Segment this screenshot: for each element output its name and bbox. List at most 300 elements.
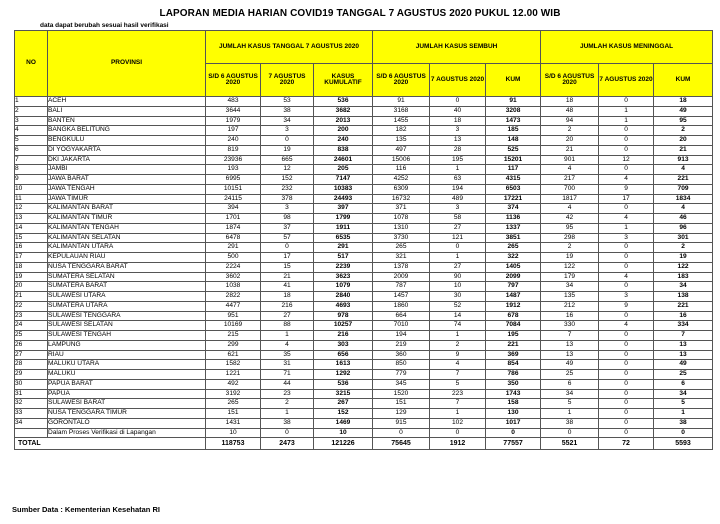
mati-sd-cell: 1817 bbox=[541, 194, 599, 204]
kasus-kum-cell: 152 bbox=[314, 409, 373, 419]
row-no-cell: 1 bbox=[15, 97, 48, 107]
table-row bbox=[15, 399, 713, 409]
mati-day-cell: 9 bbox=[599, 184, 654, 194]
row-no-cell: 5 bbox=[15, 136, 48, 146]
mati-day-cell: 17 bbox=[599, 194, 654, 204]
sembuh-kum-cell: 786 bbox=[486, 370, 541, 380]
province-name-cell: SULAWESI UTARA bbox=[48, 292, 206, 302]
mati-sd-cell: 4 bbox=[541, 204, 599, 214]
table-row bbox=[15, 360, 713, 370]
mati-sd-cell: 13 bbox=[541, 340, 599, 350]
province-name-cell: DI YOGYAKARTA bbox=[48, 145, 206, 155]
sembuh-day-cell: 0 bbox=[430, 428, 486, 438]
row-no-cell: 21 bbox=[15, 292, 48, 302]
kasus-day-cell: 12 bbox=[261, 165, 314, 175]
header-provinsi: PROVINSI bbox=[48, 31, 206, 97]
mati-sd-cell: 16 bbox=[541, 311, 599, 321]
kasus-sd-cell: 24115 bbox=[206, 194, 261, 204]
mati-sd-cell: 38 bbox=[541, 418, 599, 428]
sembuh-kum-cell: 91 bbox=[486, 97, 541, 107]
mati-kum-cell: 2 bbox=[654, 243, 713, 253]
sembuh-day-cell: 1 bbox=[430, 409, 486, 419]
sembuh-kum-cell: 2099 bbox=[486, 272, 541, 282]
table-row bbox=[15, 145, 713, 155]
mati-kum-cell: 6 bbox=[654, 379, 713, 389]
table-row bbox=[15, 409, 713, 419]
sembuh-sd-cell: 116 bbox=[373, 165, 430, 175]
total-cell: 121226 bbox=[314, 438, 373, 450]
kasus-sd-cell: 394 bbox=[206, 204, 261, 214]
kasus-day-cell: 1 bbox=[261, 409, 314, 419]
kasus-kum-cell: 10383 bbox=[314, 184, 373, 194]
kasus-day-cell: 37 bbox=[261, 223, 314, 233]
kasus-kum-cell: 517 bbox=[314, 253, 373, 263]
mati-kum-cell: 49 bbox=[654, 360, 713, 370]
row-no-cell: 31 bbox=[15, 389, 48, 399]
row-no-cell bbox=[15, 428, 48, 438]
kasus-day-cell: 0 bbox=[261, 428, 314, 438]
kasus-kum-cell: 838 bbox=[314, 145, 373, 155]
mati-sd-cell: 298 bbox=[541, 233, 599, 243]
kasus-kum-cell: 24493 bbox=[314, 194, 373, 204]
sembuh-day-cell: 28 bbox=[430, 145, 486, 155]
row-no-cell: 23 bbox=[15, 311, 48, 321]
sembuh-kum-cell: 350 bbox=[486, 379, 541, 389]
mati-kum-cell: 13 bbox=[654, 350, 713, 360]
kasus-kum-cell: 2840 bbox=[314, 292, 373, 302]
mati-kum-cell: 34 bbox=[654, 389, 713, 399]
table-row bbox=[15, 175, 713, 185]
sembuh-day-cell: 27 bbox=[430, 223, 486, 233]
mati-day-cell: 0 bbox=[599, 399, 654, 409]
kasus-kum-cell: 6535 bbox=[314, 233, 373, 243]
mati-kum-cell: 18 bbox=[654, 97, 713, 107]
mati-day-cell: 9 bbox=[599, 301, 654, 311]
sembuh-sd-cell: 194 bbox=[373, 331, 430, 341]
row-no-cell: 12 bbox=[15, 204, 48, 214]
kasus-sd-cell: 1979 bbox=[206, 116, 261, 126]
sembuh-day-cell: 30 bbox=[430, 292, 486, 302]
mati-sd-cell: 330 bbox=[541, 321, 599, 331]
row-no-cell: 6 bbox=[15, 145, 48, 155]
table-row bbox=[15, 243, 713, 253]
kasus-day-cell: 0 bbox=[261, 136, 314, 146]
verification-note: data dapat berubah sesuai hasil verifikasi bbox=[40, 22, 169, 29]
mati-sd-cell: 95 bbox=[541, 223, 599, 233]
kasus-sd-cell: 1221 bbox=[206, 370, 261, 380]
header-group-kasus: JUMLAH KASUS TANGGAL 7 AGUSTUS 2020 bbox=[206, 31, 373, 64]
mati-sd-cell: 901 bbox=[541, 155, 599, 165]
row-no-cell: 15 bbox=[15, 233, 48, 243]
kasus-sd-cell: 951 bbox=[206, 311, 261, 321]
sembuh-sd-cell: 1860 bbox=[373, 301, 430, 311]
kasus-day-cell: 31 bbox=[261, 360, 314, 370]
mati-day-cell: 4 bbox=[599, 272, 654, 282]
mati-day-cell: 0 bbox=[599, 126, 654, 136]
row-no-cell: 16 bbox=[15, 243, 48, 253]
sembuh-sd-cell: 915 bbox=[373, 418, 430, 428]
province-name-cell: JAWA TENGAH bbox=[48, 184, 206, 194]
mati-sd-cell: 20 bbox=[541, 136, 599, 146]
kasus-sd-cell: 299 bbox=[206, 340, 261, 350]
row-no-cell: 18 bbox=[15, 262, 48, 272]
mati-day-cell: 0 bbox=[599, 204, 654, 214]
kasus-day-cell: 378 bbox=[261, 194, 314, 204]
row-no-cell: 22 bbox=[15, 301, 48, 311]
mati-sd-cell: 4 bbox=[541, 165, 599, 175]
sembuh-sd-cell: 1455 bbox=[373, 116, 430, 126]
sembuh-kum-cell: 185 bbox=[486, 126, 541, 136]
mati-kum-cell: 122 bbox=[654, 262, 713, 272]
mati-day-cell: 0 bbox=[599, 253, 654, 263]
kasus-kum-cell: 291 bbox=[314, 243, 373, 253]
sembuh-day-cell: 14 bbox=[430, 311, 486, 321]
kasus-day-cell: 3 bbox=[261, 126, 314, 136]
mati-kum-cell: 4 bbox=[654, 165, 713, 175]
sembuh-day-cell: 9 bbox=[430, 350, 486, 360]
province-name-cell: KALIMANTAN SELATAN bbox=[48, 233, 206, 243]
row-no-cell: 32 bbox=[15, 399, 48, 409]
kasus-day-cell: 98 bbox=[261, 214, 314, 224]
kasus-kum-cell: 1469 bbox=[314, 418, 373, 428]
sembuh-sd-cell: 3730 bbox=[373, 233, 430, 243]
mati-day-cell: 0 bbox=[599, 243, 654, 253]
sembuh-sd-cell: 91 bbox=[373, 97, 430, 107]
kasus-sd-cell: 3644 bbox=[206, 106, 261, 116]
table-row bbox=[15, 165, 713, 175]
sembuh-sd-cell: 151 bbox=[373, 399, 430, 409]
kasus-sd-cell: 483 bbox=[206, 97, 261, 107]
kasus-sd-cell: 193 bbox=[206, 165, 261, 175]
province-name-cell: BENGKULU bbox=[48, 136, 206, 146]
kasus-day-cell: 152 bbox=[261, 175, 314, 185]
table-row bbox=[15, 331, 713, 341]
sembuh-day-cell: 18 bbox=[430, 116, 486, 126]
total-cell: 118753 bbox=[206, 438, 261, 450]
sembuh-sd-cell: 1457 bbox=[373, 292, 430, 302]
province-name-cell: KEPULAUAN RIAU bbox=[48, 253, 206, 263]
mati-day-cell: 0 bbox=[599, 340, 654, 350]
row-no-cell: 4 bbox=[15, 126, 48, 136]
kasus-sd-cell: 492 bbox=[206, 379, 261, 389]
mati-kum-cell: 2 bbox=[654, 126, 713, 136]
mati-day-cell: 0 bbox=[599, 428, 654, 438]
sembuh-day-cell: 121 bbox=[430, 233, 486, 243]
province-name-cell: KALIMANTAN UTARA bbox=[48, 243, 206, 253]
table-row bbox=[15, 106, 713, 116]
province-name-cell: KALIMANTAN TIMUR bbox=[48, 214, 206, 224]
mati-day-cell: 0 bbox=[599, 389, 654, 399]
sembuh-sd-cell: 664 bbox=[373, 311, 430, 321]
sembuh-day-cell: 1 bbox=[430, 331, 486, 341]
mati-sd-cell: 34 bbox=[541, 389, 599, 399]
sembuh-sd-cell: 321 bbox=[373, 253, 430, 263]
kasus-kum-cell: 205 bbox=[314, 165, 373, 175]
province-name-cell: BANGKA BELITUNG bbox=[48, 126, 206, 136]
table-header bbox=[15, 31, 713, 97]
row-no-cell: 29 bbox=[15, 370, 48, 380]
sembuh-kum-cell: 195 bbox=[486, 331, 541, 341]
mati-sd-cell: 19 bbox=[541, 253, 599, 263]
mati-kum-cell: 709 bbox=[654, 184, 713, 194]
mati-day-cell: 0 bbox=[599, 350, 654, 360]
row-no-cell: 14 bbox=[15, 223, 48, 233]
sembuh-day-cell: 63 bbox=[430, 175, 486, 185]
kasus-kum-cell: 10 bbox=[314, 428, 373, 438]
mati-kum-cell: 16 bbox=[654, 311, 713, 321]
mati-kum-cell: 7 bbox=[654, 331, 713, 341]
sembuh-kum-cell: 1405 bbox=[486, 262, 541, 272]
row-no-cell: 28 bbox=[15, 360, 48, 370]
sembuh-sd-cell: 7010 bbox=[373, 321, 430, 331]
sembuh-day-cell: 74 bbox=[430, 321, 486, 331]
kasus-day-cell: 27 bbox=[261, 311, 314, 321]
row-no-cell: 20 bbox=[15, 282, 48, 292]
sembuh-sd-cell: 219 bbox=[373, 340, 430, 350]
sembuh-sd-cell: 1310 bbox=[373, 223, 430, 233]
kasus-kum-cell: 1799 bbox=[314, 214, 373, 224]
mati-kum-cell: 221 bbox=[654, 301, 713, 311]
mati-kum-cell: 25 bbox=[654, 370, 713, 380]
kasus-day-cell: 4 bbox=[261, 340, 314, 350]
table-row bbox=[15, 136, 713, 146]
sembuh-day-cell: 7 bbox=[430, 399, 486, 409]
sembuh-kum-cell: 221 bbox=[486, 340, 541, 350]
total-cell: 2473 bbox=[261, 438, 314, 450]
kasus-day-cell: 53 bbox=[261, 97, 314, 107]
row-no-cell: 24 bbox=[15, 321, 48, 331]
sembuh-kum-cell: 130 bbox=[486, 409, 541, 419]
kasus-sd-cell: 500 bbox=[206, 253, 261, 263]
kasus-kum-cell: 4693 bbox=[314, 301, 373, 311]
header-sembuh-sd: S/D 6 AGUSTUS 2020 bbox=[373, 64, 430, 97]
row-no-cell: 3 bbox=[15, 116, 48, 126]
mati-sd-cell: 0 bbox=[541, 428, 599, 438]
province-name-cell: SULAWESI SELATAN bbox=[48, 321, 206, 331]
covid-data-table bbox=[14, 30, 713, 450]
total-cell: 5593 bbox=[654, 438, 713, 450]
sembuh-kum-cell: 17221 bbox=[486, 194, 541, 204]
table-row bbox=[15, 370, 713, 380]
sembuh-sd-cell: 265 bbox=[373, 243, 430, 253]
kasus-sd-cell: 6478 bbox=[206, 233, 261, 243]
sembuh-kum-cell: 1912 bbox=[486, 301, 541, 311]
kasus-day-cell: 21 bbox=[261, 272, 314, 282]
sembuh-sd-cell: 6309 bbox=[373, 184, 430, 194]
mati-sd-cell: 135 bbox=[541, 292, 599, 302]
sembuh-kum-cell: 374 bbox=[486, 204, 541, 214]
kasus-kum-cell: 303 bbox=[314, 340, 373, 350]
mati-sd-cell: 25 bbox=[541, 370, 599, 380]
row-no-cell: 26 bbox=[15, 340, 48, 350]
sembuh-day-cell: 40 bbox=[430, 106, 486, 116]
kasus-sd-cell: 1701 bbox=[206, 214, 261, 224]
row-no-cell: 30 bbox=[15, 379, 48, 389]
sembuh-kum-cell: 7084 bbox=[486, 321, 541, 331]
table-row bbox=[15, 282, 713, 292]
mati-sd-cell: 42 bbox=[541, 214, 599, 224]
mati-day-cell: 0 bbox=[599, 370, 654, 380]
total-cell: 75645 bbox=[373, 438, 430, 450]
table-row bbox=[15, 350, 713, 360]
mati-day-cell: 12 bbox=[599, 155, 654, 165]
mati-kum-cell: 19 bbox=[654, 253, 713, 263]
province-name-cell: PAPUA bbox=[48, 389, 206, 399]
source-note: Sumber Data : Kementerian Kesehatan RI bbox=[12, 505, 160, 514]
province-name-cell: GORONTALO bbox=[48, 418, 206, 428]
table-row bbox=[15, 233, 713, 243]
sembuh-kum-cell: 158 bbox=[486, 399, 541, 409]
header-group-sembuh: JUMLAH KASUS SEMBUH bbox=[373, 31, 541, 64]
table-row bbox=[15, 321, 713, 331]
sembuh-kum-cell: 15201 bbox=[486, 155, 541, 165]
mati-sd-cell: 5 bbox=[541, 399, 599, 409]
mati-kum-cell: 38 bbox=[654, 418, 713, 428]
kasus-kum-cell: 3623 bbox=[314, 272, 373, 282]
sembuh-sd-cell: 850 bbox=[373, 360, 430, 370]
province-name-cell: JAWA BARAT bbox=[48, 175, 206, 185]
mati-day-cell: 0 bbox=[599, 97, 654, 107]
table-row bbox=[15, 428, 713, 438]
sembuh-sd-cell: 2009 bbox=[373, 272, 430, 282]
province-name-cell: ACEH bbox=[48, 97, 206, 107]
mati-day-cell: 0 bbox=[599, 360, 654, 370]
kasus-sd-cell: 1874 bbox=[206, 223, 261, 233]
mati-sd-cell: 212 bbox=[541, 301, 599, 311]
sembuh-day-cell: 5 bbox=[430, 379, 486, 389]
kasus-kum-cell: 1079 bbox=[314, 282, 373, 292]
mati-kum-cell: 46 bbox=[654, 214, 713, 224]
kasus-day-cell: 35 bbox=[261, 350, 314, 360]
row-no-cell: 2 bbox=[15, 106, 48, 116]
sembuh-kum-cell: 117 bbox=[486, 165, 541, 175]
sembuh-kum-cell: 854 bbox=[486, 360, 541, 370]
table-row bbox=[15, 223, 713, 233]
kasus-day-cell: 23 bbox=[261, 389, 314, 399]
sembuh-day-cell: 10 bbox=[430, 282, 486, 292]
mati-sd-cell: 122 bbox=[541, 262, 599, 272]
table-row bbox=[15, 292, 713, 302]
sembuh-sd-cell: 779 bbox=[373, 370, 430, 380]
kasus-kum-cell: 1911 bbox=[314, 223, 373, 233]
province-name-cell: JAMBI bbox=[48, 165, 206, 175]
kasus-kum-cell: 3682 bbox=[314, 106, 373, 116]
sembuh-kum-cell: 265 bbox=[486, 243, 541, 253]
mati-sd-cell: 6 bbox=[541, 379, 599, 389]
sembuh-kum-cell: 797 bbox=[486, 282, 541, 292]
total-label: TOTAL bbox=[15, 438, 206, 450]
mati-kum-cell: 4 bbox=[654, 204, 713, 214]
kasus-sd-cell: 10151 bbox=[206, 184, 261, 194]
kasus-day-cell: 15 bbox=[261, 262, 314, 272]
sembuh-kum-cell: 1017 bbox=[486, 418, 541, 428]
sembuh-day-cell: 4 bbox=[430, 360, 486, 370]
kasus-sd-cell: 6995 bbox=[206, 175, 261, 185]
kasus-day-cell: 665 bbox=[261, 155, 314, 165]
table-body bbox=[15, 97, 713, 438]
sembuh-sd-cell: 3168 bbox=[373, 106, 430, 116]
row-no-cell: 19 bbox=[15, 272, 48, 282]
sembuh-day-cell: 7 bbox=[430, 370, 486, 380]
mati-day-cell: 0 bbox=[599, 262, 654, 272]
header-kasus-sd: S/D 6 AGUSTUS 2020 bbox=[206, 64, 261, 97]
header-no: NO bbox=[15, 31, 48, 97]
sembuh-kum-cell: 678 bbox=[486, 311, 541, 321]
kasus-day-cell: 71 bbox=[261, 370, 314, 380]
mati-day-cell: 0 bbox=[599, 409, 654, 419]
mati-kum-cell: 20 bbox=[654, 136, 713, 146]
row-no-cell: 9 bbox=[15, 175, 48, 185]
sembuh-kum-cell: 3851 bbox=[486, 233, 541, 243]
table-row bbox=[15, 340, 713, 350]
sembuh-sd-cell: 1378 bbox=[373, 262, 430, 272]
kasus-kum-cell: 24601 bbox=[314, 155, 373, 165]
mati-kum-cell: 5 bbox=[654, 399, 713, 409]
kasus-day-cell: 216 bbox=[261, 301, 314, 311]
kasus-sd-cell: 291 bbox=[206, 243, 261, 253]
mati-kum-cell: 1 bbox=[654, 409, 713, 419]
sembuh-kum-cell: 369 bbox=[486, 350, 541, 360]
kasus-sd-cell: 3602 bbox=[206, 272, 261, 282]
table-row bbox=[15, 272, 713, 282]
mati-day-cell: 3 bbox=[599, 233, 654, 243]
mati-kum-cell: 21 bbox=[654, 145, 713, 155]
kasus-day-cell: 1 bbox=[261, 331, 314, 341]
sembuh-day-cell: 0 bbox=[430, 243, 486, 253]
province-name-cell: JAWA TIMUR bbox=[48, 194, 206, 204]
sembuh-day-cell: 195 bbox=[430, 155, 486, 165]
sembuh-day-cell: 58 bbox=[430, 214, 486, 224]
mati-day-cell: 1 bbox=[599, 106, 654, 116]
row-no-cell: 10 bbox=[15, 184, 48, 194]
sembuh-day-cell: 3 bbox=[430, 126, 486, 136]
table-row bbox=[15, 418, 713, 428]
mati-day-cell: 1 bbox=[599, 116, 654, 126]
kasus-kum-cell: 536 bbox=[314, 97, 373, 107]
kasus-sd-cell: 151 bbox=[206, 409, 261, 419]
mati-day-cell: 0 bbox=[599, 379, 654, 389]
province-name-cell: Dalam Proses Verifikasi di Lapangan bbox=[48, 428, 206, 438]
sembuh-sd-cell: 4252 bbox=[373, 175, 430, 185]
province-name-cell: MALUKU UTARA bbox=[48, 360, 206, 370]
row-no-cell: 13 bbox=[15, 214, 48, 224]
kasus-kum-cell: 1292 bbox=[314, 370, 373, 380]
sembuh-day-cell: 3 bbox=[430, 204, 486, 214]
sembuh-day-cell: 90 bbox=[430, 272, 486, 282]
sembuh-sd-cell: 497 bbox=[373, 145, 430, 155]
table-row bbox=[15, 379, 713, 389]
sembuh-kum-cell: 1487 bbox=[486, 292, 541, 302]
total-cell: 1912 bbox=[430, 438, 486, 450]
province-name-cell: NUSA TENGGARA BARAT bbox=[48, 262, 206, 272]
table-row bbox=[15, 214, 713, 224]
kasus-kum-cell: 10257 bbox=[314, 321, 373, 331]
kasus-kum-cell: 3215 bbox=[314, 389, 373, 399]
mati-kum-cell: 301 bbox=[654, 233, 713, 243]
sembuh-sd-cell: 129 bbox=[373, 409, 430, 419]
table-row bbox=[15, 155, 713, 165]
kasus-day-cell: 3 bbox=[261, 204, 314, 214]
mati-kum-cell: 49 bbox=[654, 106, 713, 116]
kasus-day-cell: 57 bbox=[261, 233, 314, 243]
province-name-cell: DKI JAKARTA bbox=[48, 155, 206, 165]
kasus-sd-cell: 1582 bbox=[206, 360, 261, 370]
kasus-day-cell: 38 bbox=[261, 106, 314, 116]
mati-kum-cell: 334 bbox=[654, 321, 713, 331]
mati-kum-cell: 13 bbox=[654, 340, 713, 350]
mati-sd-cell: 2 bbox=[541, 243, 599, 253]
province-name-cell: SULAWESI TENGGARA bbox=[48, 311, 206, 321]
